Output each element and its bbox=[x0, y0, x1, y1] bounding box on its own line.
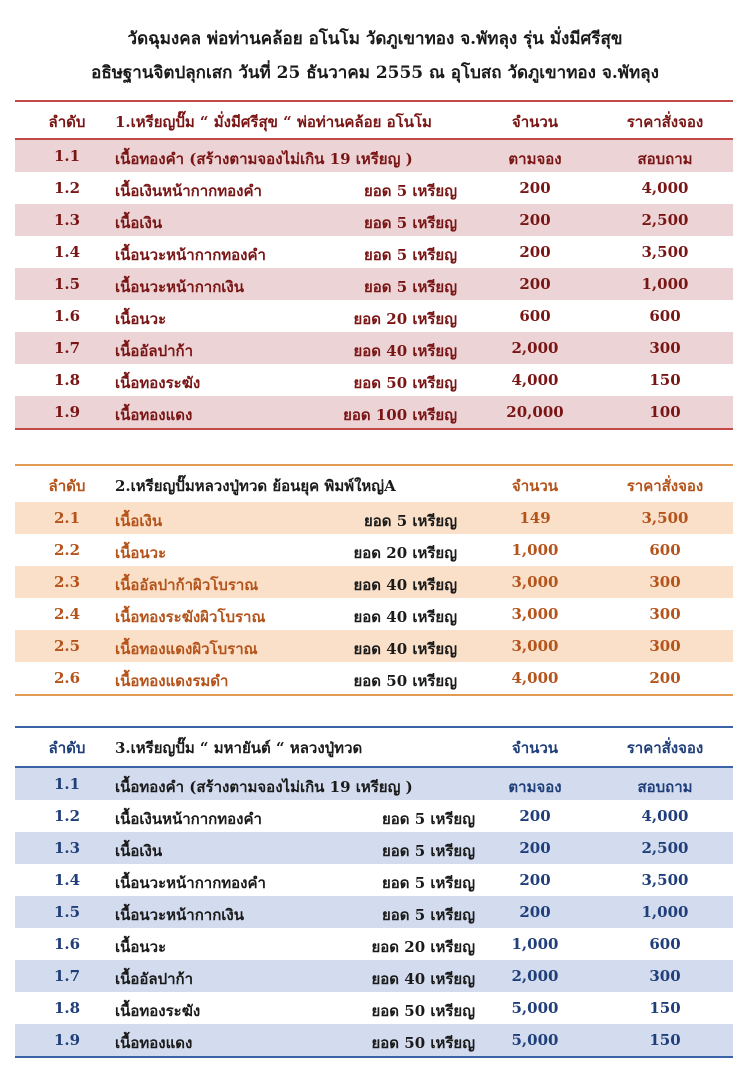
table-row bbox=[15, 1024, 733, 1056]
table-row bbox=[15, 332, 733, 364]
col-header-no: ลำดับ bbox=[48, 477, 86, 495]
table-row bbox=[15, 396, 733, 428]
section-2-rows bbox=[15, 502, 733, 694]
item-lot: ยอด 5 เหรียญ bbox=[381, 906, 475, 924]
table-row bbox=[15, 140, 733, 172]
item-quantity: 4,000 bbox=[511, 669, 559, 687]
row-number: 1.7 bbox=[53, 967, 81, 985]
item-quantity: 5,000 bbox=[511, 1031, 559, 1049]
item-material: เนื้อทองระฆังผิวโบราณ bbox=[115, 608, 266, 626]
item-material: เนื้อนวะหน้ากากทองคำ bbox=[115, 246, 266, 264]
item-price: 300 bbox=[649, 637, 681, 655]
item-quantity: 200 bbox=[519, 243, 551, 261]
item-price: 600 bbox=[649, 935, 681, 953]
section-1-title: 1.เหรียญปั๊ม “ มั่งมีศรีสุข “ พ่อท่านคล้อย อโนโม bbox=[115, 113, 432, 131]
item-price: 4,000 bbox=[641, 179, 689, 197]
item-lot: ยอด 20 เหรียญ bbox=[353, 310, 457, 328]
item-lot: ยอด 5 เหรียญ bbox=[381, 810, 475, 828]
item-price: สอบถาม bbox=[637, 778, 693, 796]
item-lot: ยอด 5 เหรียญ bbox=[381, 874, 475, 892]
item-price: 300 bbox=[649, 339, 681, 357]
table-row bbox=[15, 800, 733, 832]
item-lot: ยอด 40 เหรียญ bbox=[353, 576, 457, 594]
item-material: เนื้อเงิน bbox=[115, 842, 163, 860]
item-lot: ยอด 40 เหรียญ bbox=[353, 342, 457, 360]
item-lot: ยอด 5 เหรียญ bbox=[363, 182, 457, 200]
item-quantity: 200 bbox=[519, 839, 551, 857]
item-quantity: 200 bbox=[519, 211, 551, 229]
col-header-qty: จำนวน bbox=[511, 477, 559, 495]
item-price: 100 bbox=[649, 403, 681, 421]
row-number: 1.8 bbox=[53, 371, 81, 389]
item-quantity: 200 bbox=[519, 179, 551, 197]
section-1-header bbox=[15, 102, 733, 140]
table-row bbox=[15, 236, 733, 268]
item-material: เนื้อทองระฆัง bbox=[115, 1002, 201, 1020]
item-material: เนื้อนวะหน้ากากเงิน bbox=[115, 906, 244, 924]
item-lot: ยอด 50 เหรียญ bbox=[371, 1034, 475, 1052]
item-material: เนื้อทองแดง bbox=[115, 1034, 193, 1052]
item-lot: ยอด 50 เหรียญ bbox=[353, 672, 457, 690]
table-row bbox=[15, 630, 733, 662]
header-subtitle: อธิษฐานจิตปลุกเสก วันที่ 25 ธันวาคม 2555 ณ อุโบสถ วัดภูเขาทอง จ.พัทลุง bbox=[91, 63, 659, 83]
item-lot: ยอด 5 เหรียญ bbox=[381, 842, 475, 860]
item-lot: ยอด 20 เหรียญ bbox=[353, 544, 457, 562]
item-price: 3,500 bbox=[641, 871, 689, 889]
item-quantity: 1,000 bbox=[511, 935, 559, 953]
item-material: เนื้อทองแดง bbox=[115, 406, 193, 424]
item-lot: ยอด 50 เหรียญ bbox=[371, 1002, 475, 1020]
section-3-title: 3.เหรียญปั๊ม “ มหายันต์ “ หลวงปู่ทวด bbox=[115, 739, 363, 757]
row-number: 1.3 bbox=[53, 211, 81, 229]
item-price: 2,500 bbox=[641, 839, 689, 857]
row-number: 1.1 bbox=[53, 147, 81, 165]
row-number: 1.5 bbox=[53, 903, 81, 921]
item-price: สอบถาม bbox=[637, 150, 693, 168]
item-price: 1,000 bbox=[641, 903, 689, 921]
item-lot: ยอด 50 เหรียญ bbox=[353, 374, 457, 392]
table-row bbox=[15, 864, 733, 896]
item-material: เนื้อนวะหน้ากากทองคำ bbox=[115, 874, 266, 892]
row-number: 2.2 bbox=[53, 541, 81, 559]
table-row bbox=[15, 662, 733, 694]
row-number: 1.9 bbox=[53, 1031, 81, 1049]
row-number: 1.4 bbox=[53, 871, 81, 889]
item-quantity: 4,000 bbox=[511, 371, 559, 389]
row-number: 2.4 bbox=[53, 605, 81, 623]
item-quantity: 200 bbox=[519, 807, 551, 825]
item-material: เนื้ออัลปาก้าผิวโบราณ bbox=[115, 576, 259, 594]
item-lot: ยอด 5 เหรียญ bbox=[363, 246, 457, 264]
item-material: เนื้อนวะ bbox=[115, 938, 167, 956]
item-lot: ยอด 5 เหรียญ bbox=[363, 214, 457, 232]
row-number: 2.5 bbox=[53, 637, 81, 655]
table-row bbox=[15, 960, 733, 992]
section-3-rows bbox=[15, 768, 733, 1056]
item-quantity: 20,000 bbox=[506, 403, 564, 421]
item-quantity: 5,000 bbox=[511, 999, 559, 1017]
item-price: 150 bbox=[649, 999, 681, 1017]
item-material: เนื้อทองระฆัง bbox=[115, 374, 201, 392]
row-number: 1.2 bbox=[53, 179, 81, 197]
row-number: 1.8 bbox=[53, 999, 81, 1017]
item-material: เนื้อนวะหน้ากากเงิน bbox=[115, 278, 244, 296]
table-row bbox=[15, 502, 733, 534]
item-lot: ยอด 5 เหรียญ bbox=[363, 278, 457, 296]
item-material: เนื้อเงินหน้ากากทองคำ bbox=[115, 810, 262, 828]
table-row bbox=[15, 300, 733, 332]
header-title: วัดฉุมงคล พ่อท่านคล้อย อโนโม วัดภูเขาทอง จ.พัทลุง รุ่น มั่งมีศรีสุข bbox=[127, 29, 623, 49]
section-1-table bbox=[15, 100, 733, 430]
item-lot: ยอด 40 เหรียญ bbox=[353, 640, 457, 658]
row-number: 1.6 bbox=[53, 935, 81, 953]
item-lot: ยอด 40 เหรียญ bbox=[371, 970, 475, 988]
col-header-qty: จำนวน bbox=[511, 113, 559, 131]
section-3-header bbox=[15, 728, 733, 768]
row-number: 1.5 bbox=[53, 275, 81, 293]
row-number: 2.6 bbox=[53, 669, 81, 687]
item-material: เนื้อทองแดงรมดำ bbox=[115, 672, 229, 690]
section-3-table bbox=[15, 726, 733, 1058]
table-row bbox=[15, 268, 733, 300]
item-quantity: 3,000 bbox=[511, 605, 559, 623]
item-price: 300 bbox=[649, 967, 681, 985]
section-2-header bbox=[15, 466, 733, 502]
col-header-no: ลำดับ bbox=[48, 739, 86, 757]
item-material: เนื้อทองคำ (สร้างตามจองไม่เกิน 19 เหรียญ ) bbox=[115, 150, 413, 168]
table-row bbox=[15, 928, 733, 960]
item-quantity: 2,000 bbox=[511, 339, 559, 357]
item-quantity: ตามจอง bbox=[508, 150, 562, 168]
table-row bbox=[15, 598, 733, 630]
item-material: เนื้อเงินหน้ากากทองคำ bbox=[115, 182, 262, 200]
item-quantity: 3,000 bbox=[511, 573, 559, 591]
table-row bbox=[15, 566, 733, 598]
item-price: 150 bbox=[649, 371, 681, 389]
item-price: 3,500 bbox=[641, 509, 689, 527]
row-number: 1.4 bbox=[53, 243, 81, 261]
table-row bbox=[15, 832, 733, 864]
item-quantity: 2,000 bbox=[511, 967, 559, 985]
section-2-table bbox=[15, 464, 733, 696]
section-2-title: 2.เหรียญปั๊มหลวงปู่ทวด ย้อนยุค พิมพ์ใหญ่A bbox=[115, 477, 396, 495]
item-price: 300 bbox=[649, 573, 681, 591]
row-number: 2.1 bbox=[53, 509, 81, 527]
item-quantity: 149 bbox=[519, 509, 551, 527]
row-number: 1.3 bbox=[53, 839, 81, 857]
section-1-rows bbox=[15, 140, 733, 428]
table-row bbox=[15, 534, 733, 566]
item-material: เนื้อเงิน bbox=[115, 214, 163, 232]
col-header-qty: จำนวน bbox=[511, 739, 559, 757]
table-row bbox=[15, 992, 733, 1024]
item-material: เนื้ออัลปาก้า bbox=[115, 970, 194, 988]
item-price: 300 bbox=[649, 605, 681, 623]
table-row bbox=[15, 204, 733, 236]
item-material: เนื้อนวะ bbox=[115, 310, 167, 328]
item-material: เนื้อเงิน bbox=[115, 512, 163, 530]
item-quantity: 200 bbox=[519, 871, 551, 889]
item-quantity: 200 bbox=[519, 275, 551, 293]
item-price: 2,500 bbox=[641, 211, 689, 229]
row-number: 1.7 bbox=[53, 339, 81, 357]
row-number: 1.1 bbox=[53, 775, 81, 793]
item-quantity: 3,000 bbox=[511, 637, 559, 655]
col-header-price: ราคาสั่งจอง bbox=[626, 739, 704, 757]
item-price: 3,500 bbox=[641, 243, 689, 261]
item-material: เนื้อทองแดงผิวโบราณ bbox=[115, 640, 258, 658]
item-quantity: 600 bbox=[519, 307, 551, 325]
item-material: เนื้ออัลปาก้า bbox=[115, 342, 194, 360]
col-header-price: ราคาสั่งจอง bbox=[626, 113, 704, 131]
col-header-no: ลำดับ bbox=[48, 113, 86, 131]
item-price: 150 bbox=[649, 1031, 681, 1049]
item-material: เนื้อนวะ bbox=[115, 544, 167, 562]
item-price: 4,000 bbox=[641, 807, 689, 825]
item-lot: ยอด 5 เหรียญ bbox=[363, 512, 457, 530]
table-row bbox=[15, 172, 733, 204]
row-number: 1.9 bbox=[53, 403, 81, 421]
row-number: 2.3 bbox=[53, 573, 81, 591]
item-quantity: 1,000 bbox=[511, 541, 559, 559]
table-row bbox=[15, 768, 733, 800]
item-lot: ยอด 20 เหรียญ bbox=[371, 938, 475, 956]
table-row bbox=[15, 364, 733, 396]
table-row bbox=[15, 896, 733, 928]
item-quantity: 200 bbox=[519, 903, 551, 921]
row-number: 1.6 bbox=[53, 307, 81, 325]
col-header-price: ราคาสั่งจอง bbox=[626, 477, 704, 495]
item-price: 600 bbox=[649, 541, 681, 559]
item-price: 600 bbox=[649, 307, 681, 325]
document-header bbox=[0, 22, 750, 90]
item-lot: ยอด 100 เหรียญ bbox=[343, 406, 457, 424]
item-quantity: ตามจอง bbox=[508, 778, 562, 796]
item-price: 1,000 bbox=[641, 275, 689, 293]
row-number: 1.2 bbox=[53, 807, 81, 825]
item-material: เนื้อทองคำ (สร้างตามจองไม่เกิน 19 เหรียญ ) bbox=[115, 778, 413, 796]
item-price: 200 bbox=[649, 669, 681, 687]
item-lot: ยอด 40 เหรียญ bbox=[353, 608, 457, 626]
